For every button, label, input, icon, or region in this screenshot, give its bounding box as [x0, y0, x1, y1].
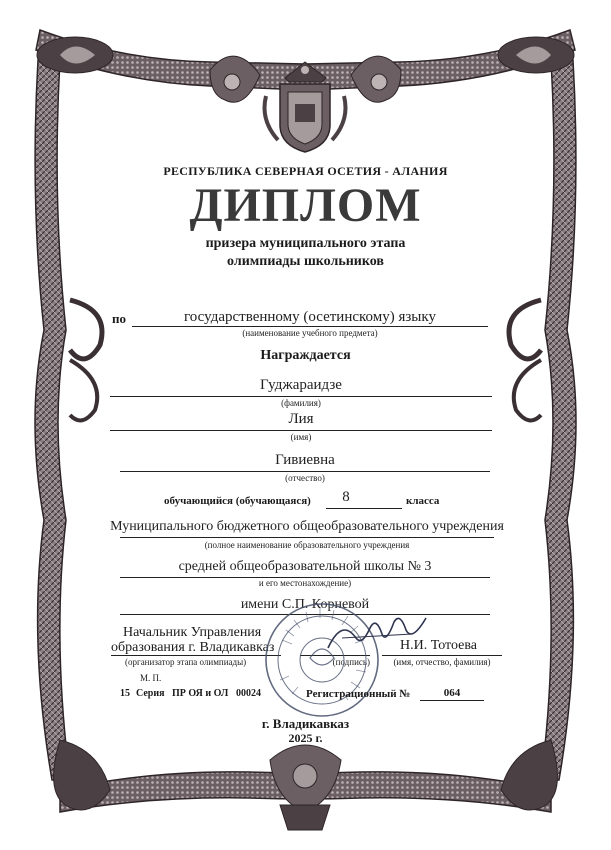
surname-underline — [110, 396, 492, 397]
org-caption: (организатор этапа олимпиады) — [125, 657, 247, 667]
series-label: Серия — [136, 688, 165, 699]
school-line2: средней общеобразовательной школы № 3 — [178, 559, 432, 574]
name-underline — [110, 430, 492, 431]
name-value: Лия — [288, 411, 314, 427]
surname-value: Гуджараидзе — [260, 377, 342, 393]
org-underline — [111, 655, 281, 656]
subject-value: государственному (осетинскому) языку — [184, 309, 436, 325]
handwritten-signature-icon — [322, 608, 432, 658]
year-label: 2025 г. — [288, 731, 323, 745]
school-caption1: (полное наименование образовательного учреждения — [204, 540, 410, 550]
subject-caption: (наименование учебного предмета) — [242, 328, 378, 338]
document-number: 00024 — [236, 688, 261, 699]
city-label: г. Владикавказ — [261, 716, 350, 731]
patronymic-caption: (отчество) — [285, 473, 325, 483]
subtitle-line2: олимпиады школьников — [227, 254, 384, 269]
grade-value: 8 — [342, 489, 350, 505]
school-caption2: и его местонахождение) — [258, 578, 352, 588]
name-caption: (имя) — [290, 432, 312, 442]
registration-value: 064 — [443, 687, 461, 699]
school-line3: имени С.П. Корневой — [240, 597, 370, 612]
diploma-title: ДИПЛОМ — [189, 179, 422, 232]
school-line1: Муниципального бюджетного общеобразовательного учреждения — [110, 519, 504, 534]
surname-caption: (фамилия) — [281, 398, 321, 408]
signer-name: Н.И. Тотоева — [400, 638, 477, 653]
series-value: ПР ОЯ и ОЛ — [172, 688, 229, 699]
sign-caption: (подпись) — [332, 657, 370, 667]
registration-underline — [420, 700, 484, 701]
patronymic-underline — [120, 471, 490, 472]
awarded-label: Награждается — [260, 348, 351, 363]
org-line2: образования г. Владикавказ — [111, 640, 275, 655]
grade-suffix: класса — [406, 495, 440, 507]
registration-label: Регистрационный № — [306, 688, 411, 700]
republic-title: РЕСПУБЛИКА СЕВЕРНАЯ ОСЕТИЯ - АЛАНИЯ — [163, 164, 448, 178]
mp-label: М. П. — [140, 673, 162, 683]
grade-prefix: обучающийся (обучающаяся) — [164, 495, 311, 507]
signer-caption: (имя, отчество, фамилия) — [393, 657, 491, 667]
series-number: 15 — [120, 688, 130, 699]
school-line1-underline — [120, 537, 494, 538]
subtitle-line1: призера муниципального этапа — [205, 236, 406, 251]
grade-underline — [326, 508, 402, 509]
org-line1: Начальник Управления — [123, 625, 262, 640]
patronymic-value: Гивиевна — [275, 452, 335, 468]
subject-underline — [132, 326, 488, 327]
subject-prefix: по — [112, 311, 126, 326]
